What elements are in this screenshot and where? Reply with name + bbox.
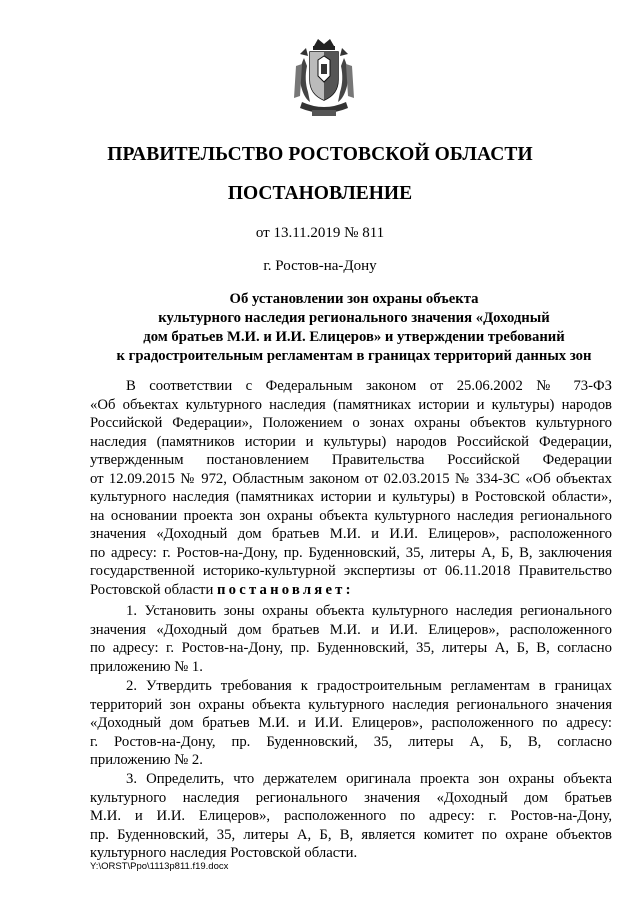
- text-line: [90, 581, 612, 600]
- document-type: ПОСТАНОВЛЕНИЕ: [227, 183, 413, 204]
- document-date-number: от 13.11.2019 № 811: [255, 225, 385, 241]
- preamble-paragraph: [90, 377, 612, 599]
- text-line: территорий зон охраны объекта культурного наследия регионального значения: [90, 696, 612, 713]
- text-line: приложению № 1.: [90, 658, 203, 675]
- text-line: 2. Утвердить требования к градостроительным регламентам в границах: [126, 678, 612, 694]
- document-city: г. Ростов-на-Дону: [263, 258, 377, 274]
- organization-name: ПРАВИТЕЛЬСТВО РОСТОВСКОЙ ОБЛАСТИ: [107, 144, 533, 165]
- text-line: от 12.09.2015 № 972, Областным законом от 02.03.2015 № 334-ЗС «Об объектах: [90, 470, 612, 487]
- title-line: дом братьев М.И. и И.И. Елицеров» и утверждении требований: [143, 329, 565, 345]
- text-line: значения «Доходный дом братьев М.И. и И.И. Елицеров», расположенного: [90, 526, 612, 542]
- text-line: 1. Установить зоны охраны объекта культурного наследия регионального: [126, 603, 612, 619]
- text-line: наследия (памятников истории и культуры) народов Российской Федерации,: [90, 433, 612, 450]
- title-line: культурного наследия регионального значения «Доходный: [158, 310, 550, 326]
- text-line: пр. Буденновский, 35, литеры А, Б, В, является комитет по охране объектов: [90, 826, 612, 843]
- text-line: г. Ростов-на-Дону, пр. Буденновский, 35, литеры А, Б, В, согласно: [90, 733, 612, 750]
- text-line: государственной историко-культурной экспертизы от 06.11.2018 Правительство: [90, 563, 612, 579]
- text-fragment: Ростовской области: [90, 581, 214, 598]
- file-path-footer: Y:\ORST\Ppo\1113p811.f19.docx: [90, 861, 229, 872]
- text-line: значения «Доходный дом братьев М.И. и И.И. Елицеров», расположенного: [90, 621, 612, 638]
- text-line: культурного наследия (памятниках истории и культуры) в Ростовской области»,: [90, 489, 612, 505]
- text-line: культурного наследия регионального значения «Доходный дом братьев: [90, 789, 612, 806]
- text-line: культурного наследия Ростовской области.: [90, 845, 358, 861]
- document-title: [90, 290, 618, 366]
- text-line: 3. Определить, что держателем оригинала проекта зон охраны объекта: [126, 771, 612, 787]
- title-line: Об установлении зон охраны объекта: [229, 291, 479, 307]
- text-line: М.И. и И.И. Елицеров», расположенного по адресу: г. Ростов-на-Дону,: [90, 808, 612, 824]
- clause-2: [90, 677, 612, 770]
- rostov-oblast-coat-of-arms-icon: [292, 36, 356, 120]
- text-line: по адресу: г. Ростов-на-Дону, пр. Буденновский, 35, литеры А, Б, В, согласно: [90, 640, 612, 656]
- text-line: «Об объектах культурного наследия (памятниках истории и культуры) народов: [90, 396, 612, 413]
- text-line: на основании проекта зон охраны объекта культурного наследия регионального: [90, 507, 612, 524]
- text-line: утвержденным постановлением Правительства Российской Федерации: [90, 452, 612, 468]
- resolve-word: постановляет:: [217, 581, 354, 598]
- title-line: к градостроительным регламентам в границах территорий данных зон: [116, 348, 592, 364]
- clause-1: [90, 602, 612, 676]
- text-line: приложению № 2.: [90, 752, 203, 768]
- text-line: В соответствии с Федеральным законом от 25.06.2002 № 73-ФЗ: [126, 378, 612, 394]
- clause-3: [90, 770, 612, 863]
- text-line: «Доходный дом братьев М.И. и И.И. Елицеров», расположенного по адресу:: [90, 715, 612, 731]
- text-line: по адресу: г. Ростов-на-Дону, пр. Буденновский, 35, литеры А, Б, В, заключения: [90, 544, 612, 561]
- text-line: Российской Федерации», Положением о зонах охраны объектов культурного: [90, 415, 612, 431]
